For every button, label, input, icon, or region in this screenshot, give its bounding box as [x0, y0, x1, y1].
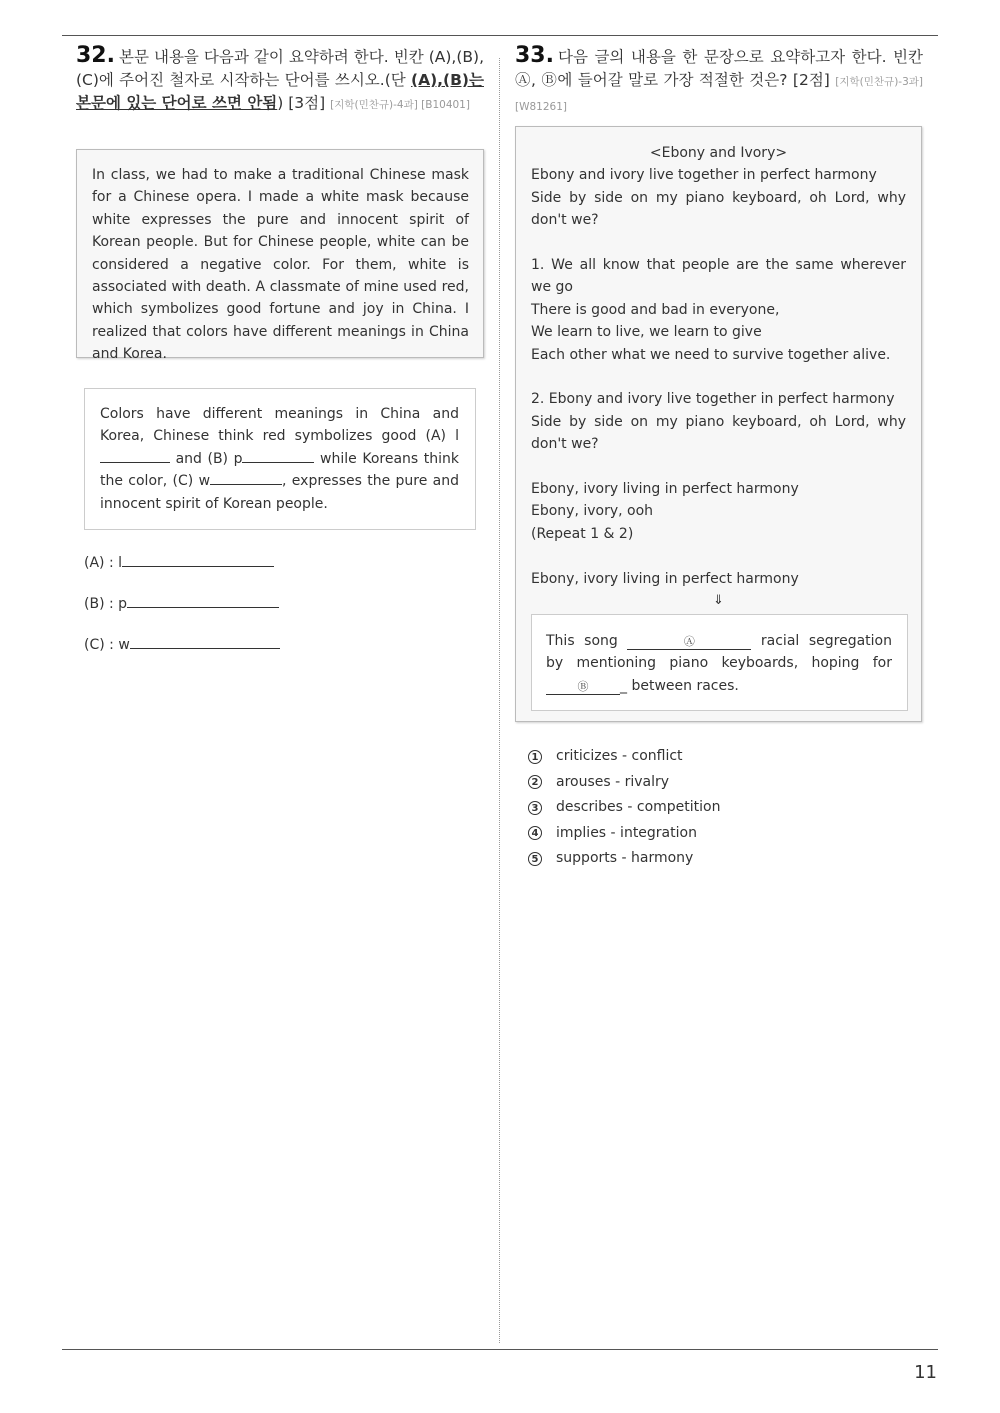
q33-song-box: [515, 126, 922, 722]
song-line-3: 1. We all know that people are the same wherever we go: [531, 257, 906, 296]
option-3-number: 3: [528, 801, 542, 815]
q33-summary-box: [531, 614, 908, 711]
q32-passage-box: [76, 149, 484, 363]
song-gap: [531, 456, 906, 478]
song-gap: [531, 232, 906, 254]
option-3-text: describes - competition: [556, 799, 721, 815]
q32-prompt-emphasis: (A),(B)는 본문에 있는 단어로 쓰면 안됨: [76, 71, 484, 112]
q32-answer-b-field[interactable]: [127, 593, 279, 608]
q33-prompt-text: 다음 글의 내용을 한 문장으로 요약하고자 한다. 빈칸 Ⓐ, Ⓑ에 들어갈 말로 가장 적절한 것은? [2점]: [515, 48, 923, 89]
question-33: [515, 43, 923, 866]
top-rule: [62, 35, 938, 36]
q33-summary-text-3: _ between races.: [620, 677, 739, 694]
option-1-text: criticizes - conflict: [556, 748, 683, 764]
song-line-8: Side by side on my piano keyboard, oh Lord, why don't we?: [531, 413, 906, 453]
q32-prompt-points: ) [3점]: [277, 94, 331, 112]
q32-passage-text: In class, we had to make a traditional Chinese mask for a Chinese opera. I made a white mask because white expresses the pure and innocent spirit of Korean people. But for Chinese people, white can be considered a negative color. For them, white is associated with death. A classmate of mine used red, which symbolizes good fortune and joy in China. I realized that colors have different meanings in China and Korea.: [92, 167, 469, 363]
song-gap: [531, 545, 906, 567]
option-4-text: implies - integration: [556, 824, 697, 841]
song-line-10: Ebony, ivory, ooh: [531, 503, 654, 520]
q32-number: 32.: [76, 43, 115, 68]
song-line-1: Ebony and ivory live together in perfect harmony: [531, 167, 877, 184]
song-line-6: Each other what we need to survive together alive.: [531, 346, 891, 363]
q32-answer-c-field[interactable]: [130, 634, 280, 649]
song-line-11: (Repeat 1 & 2): [531, 525, 634, 542]
q32-prompt: [76, 44, 484, 117]
option-2[interactable]: [528, 770, 908, 796]
q32-summary-text-2: and (B) p: [170, 450, 243, 467]
option-5-number: 5: [528, 852, 542, 866]
column-divider: [499, 58, 500, 1343]
option-4[interactable]: [528, 821, 908, 847]
q33-prompt: [515, 44, 923, 119]
q33-number: 33.: [515, 43, 554, 68]
option-4-number: 4: [528, 826, 542, 840]
song-line-7: 2. Ebony and ivory live together in perfect harmony: [531, 391, 895, 408]
q32-summary-text-3: while Koreans think the color, (C) w: [100, 450, 460, 490]
q32-blank-b[interactable]: [242, 448, 314, 463]
option-1[interactable]: [528, 744, 908, 770]
option-1-number: 1: [528, 750, 542, 764]
q32-answer-b-label: (B) : p: [84, 596, 128, 612]
option-5-text: supports - harmony: [556, 850, 694, 866]
option-2-text: arouses - rivalry: [556, 773, 670, 790]
q32-summary-text-4: , expresses the pure and innocent spirit of Korean people.: [100, 473, 460, 512]
q32-source-tag: [지학(민찬규)-4과] [B10401]: [330, 99, 470, 111]
q32-blank-a[interactable]: [100, 448, 170, 463]
option-2-number: 2: [528, 775, 542, 789]
q32-answer-c: [84, 634, 280, 653]
q32-summary-box: [84, 388, 476, 530]
song-gap: [531, 366, 906, 388]
q32-answer-c-label: (C) : w: [84, 637, 130, 653]
song-line-9: Ebony, ivory living in perfect harmony: [531, 481, 799, 498]
song-line-4: There is good and bad in everyone,: [531, 301, 780, 318]
q33-source-tag: [지학(민찬규)-3과] [W81261]: [515, 76, 923, 113]
option-5[interactable]: [528, 846, 908, 872]
q32-answer-a-field[interactable]: [122, 552, 274, 567]
question-32: [76, 43, 484, 653]
bottom-rule: [62, 1349, 938, 1350]
q32-summary-text-1: Colors have different meanings in China and Korea, Chinese think red symbolizes good (A) l: [100, 406, 459, 445]
song-line-12: Ebony, ivory living in perfect harmony: [531, 570, 799, 587]
option-3[interactable]: [528, 795, 908, 821]
q32-answer-b: [84, 593, 279, 612]
q32-answer-a: [84, 552, 274, 571]
q33-blank-b[interactable]: Ⓑ: [546, 680, 620, 695]
q33-blank-a[interactable]: Ⓐ: [627, 635, 751, 650]
q33-summary-text-1: This song: [546, 633, 628, 650]
song-title: <Ebony and Ivory>: [649, 145, 788, 161]
song-line-5: We learn to live, we learn to give: [531, 324, 762, 341]
q33-options: [528, 744, 908, 872]
down-arrow-icon: ⇓: [713, 593, 724, 609]
q32-answer-a-label: (A) : l: [84, 555, 123, 571]
q32-blank-c[interactable]: [210, 470, 282, 485]
page-number: 11: [914, 1362, 937, 1383]
q33-summary-text-2: racial segregation by mentioning piano keyboards, hoping for: [546, 633, 892, 672]
q32-prompt-text: 본문 내용을 다음과 같이 요약하려 한다. 빈칸 (A),(B),(C)에 주어진 철자로 시작하는 단어를 쓰시오.(단: [76, 48, 484, 89]
song-line-2: Side by side on my piano keyboard, oh Lord, why don't we?: [531, 189, 906, 229]
